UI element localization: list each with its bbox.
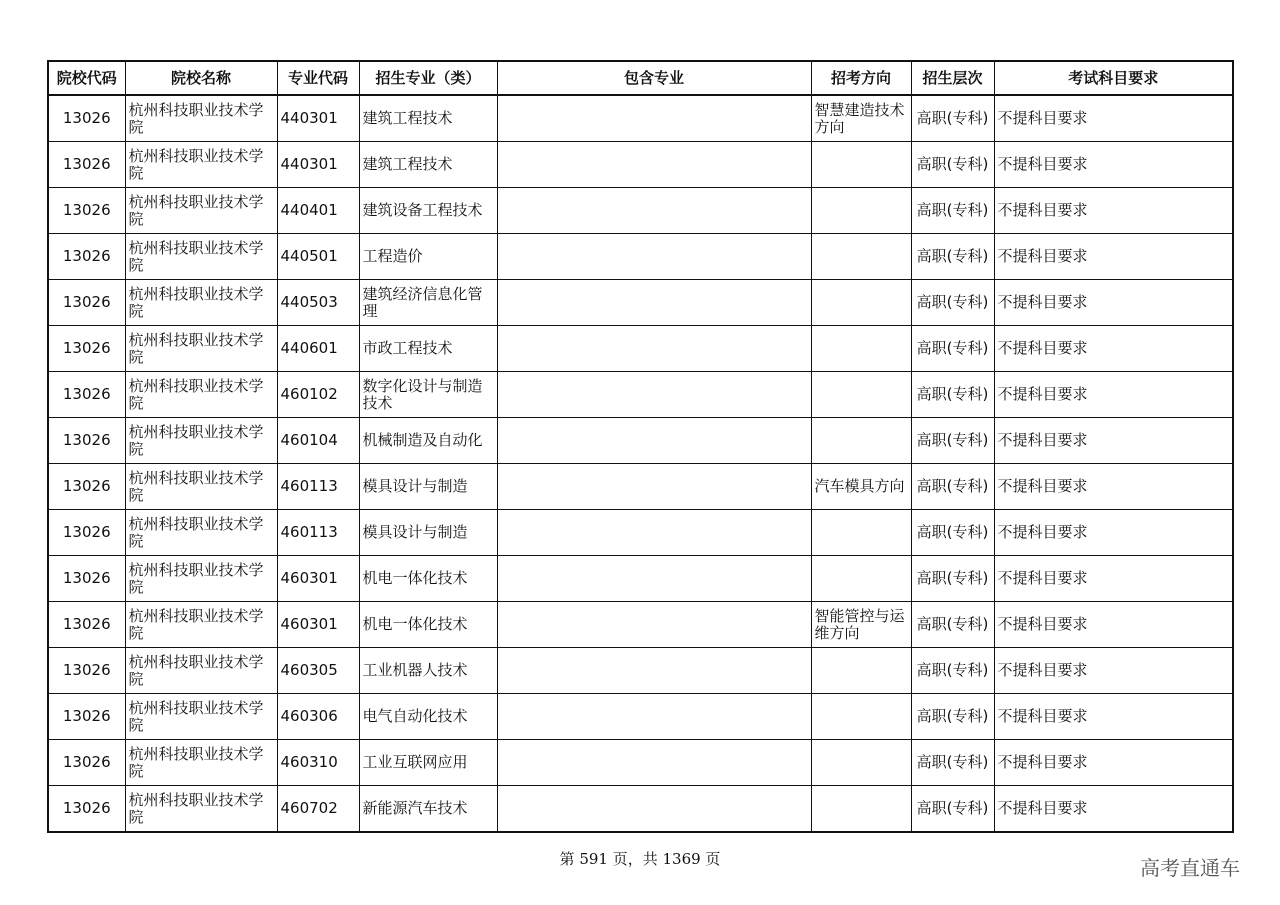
table-row: [48, 142, 1233, 188]
cell-requirement: 不提科目要求: [994, 326, 1233, 372]
cell-school-code: 13026: [48, 418, 125, 464]
header-row: [48, 61, 1233, 95]
header-school-code: 院校代码: [48, 61, 125, 95]
cell-level: 高职(专科): [911, 694, 994, 740]
cell-included-majors: [497, 602, 811, 648]
cell-major: 建筑工程技术: [359, 142, 497, 188]
cell-major-code: 440601: [277, 326, 359, 372]
cell-school-name: 杭州科技职业技术学院: [125, 648, 277, 694]
cell-requirement: 不提科目要求: [994, 418, 1233, 464]
cell-major-code: 460301: [277, 602, 359, 648]
table-row: [48, 188, 1233, 234]
cell-major-code: 460305: [277, 648, 359, 694]
cell-direction: [811, 786, 911, 833]
cell-school-name: 杭州科技职业技术学院: [125, 95, 277, 142]
cell-major: 市政工程技术: [359, 326, 497, 372]
cell-direction: [811, 372, 911, 418]
cell-direction: 智慧建造技术方向: [811, 95, 911, 142]
cell-direction: [811, 740, 911, 786]
cell-school-name: 杭州科技职业技术学院: [125, 510, 277, 556]
cell-school-code: 13026: [48, 740, 125, 786]
cell-school-name: 杭州科技职业技术学院: [125, 786, 277, 833]
cell-direction: [811, 648, 911, 694]
table-row: [48, 694, 1233, 740]
cell-level: 高职(专科): [911, 602, 994, 648]
cell-included-majors: [497, 786, 811, 833]
cell-direction: [811, 188, 911, 234]
cell-school-code: 13026: [48, 648, 125, 694]
cell-requirement: 不提科目要求: [994, 740, 1233, 786]
cell-school-name: 杭州科技职业技术学院: [125, 464, 277, 510]
cell-school-code: 13026: [48, 602, 125, 648]
cell-requirement: 不提科目要求: [994, 648, 1233, 694]
cell-requirement: 不提科目要求: [994, 510, 1233, 556]
cell-major: 建筑经济信息化管理: [359, 280, 497, 326]
watermark-text: 高考直通车: [1140, 856, 1240, 880]
cell-included-majors: [497, 694, 811, 740]
cell-major: 工业机器人技术: [359, 648, 497, 694]
cell-school-name: 杭州科技职业技术学院: [125, 188, 277, 234]
cell-school-code: 13026: [48, 280, 125, 326]
cell-major-code: 440301: [277, 95, 359, 142]
cell-direction: [811, 418, 911, 464]
cell-major: 电气自动化技术: [359, 694, 497, 740]
cell-major: 模具设计与制造: [359, 510, 497, 556]
cell-included-majors: [497, 280, 811, 326]
cell-major: 模具设计与制造: [359, 464, 497, 510]
cell-school-code: 13026: [48, 556, 125, 602]
cell-major-code: 460113: [277, 510, 359, 556]
cell-major: 机电一体化技术: [359, 602, 497, 648]
cell-level: 高职(专科): [911, 188, 994, 234]
cell-major: 建筑设备工程技术: [359, 188, 497, 234]
cell-school-name: 杭州科技职业技术学院: [125, 234, 277, 280]
cell-included-majors: [497, 556, 811, 602]
cell-included-majors: [497, 142, 811, 188]
header-level: 招生层次: [911, 61, 994, 95]
cell-school-name: 杭州科技职业技术学院: [125, 372, 277, 418]
cell-level: 高职(专科): [911, 280, 994, 326]
cell-major: 新能源汽车技术: [359, 786, 497, 833]
table-row: [48, 602, 1233, 648]
cell-requirement: 不提科目要求: [994, 372, 1233, 418]
cell-included-majors: [497, 234, 811, 280]
cell-school-name: 杭州科技职业技术学院: [125, 556, 277, 602]
cell-school-name: 杭州科技职业技术学院: [125, 418, 277, 464]
cell-school-code: 13026: [48, 234, 125, 280]
cell-requirement: 不提科目要求: [994, 280, 1233, 326]
cell-direction: [811, 694, 911, 740]
cell-level: 高职(专科): [911, 464, 994, 510]
cell-major: 机电一体化技术: [359, 556, 497, 602]
cell-level: 高职(专科): [911, 234, 994, 280]
cell-direction: 智能管控与运维方向: [811, 602, 911, 648]
cell-included-majors: [497, 510, 811, 556]
cell-school-code: 13026: [48, 786, 125, 833]
cell-requirement: 不提科目要求: [994, 602, 1233, 648]
cell-level: 高职(专科): [911, 372, 994, 418]
table-row: [48, 740, 1233, 786]
cell-major: 建筑工程技术: [359, 95, 497, 142]
cell-major: 工程造价: [359, 234, 497, 280]
cell-school-name: 杭州科技职业技术学院: [125, 280, 277, 326]
cell-included-majors: [497, 464, 811, 510]
cell-level: 高职(专科): [911, 556, 994, 602]
cell-requirement: 不提科目要求: [994, 188, 1233, 234]
cell-level: 高职(专科): [911, 326, 994, 372]
cell-major: 机械制造及自动化: [359, 418, 497, 464]
cell-direction: [811, 556, 911, 602]
cell-school-code: 13026: [48, 464, 125, 510]
cell-direction: [811, 142, 911, 188]
cell-school-name: 杭州科技职业技术学院: [125, 602, 277, 648]
cell-school-code: 13026: [48, 142, 125, 188]
cell-level: 高职(专科): [911, 142, 994, 188]
table-row: [48, 556, 1233, 602]
cell-requirement: 不提科目要求: [994, 464, 1233, 510]
table-row: [48, 234, 1233, 280]
cell-school-code: 13026: [48, 372, 125, 418]
cell-direction: [811, 510, 911, 556]
cell-major-code: 440503: [277, 280, 359, 326]
table-row: [48, 510, 1233, 556]
cell-major-code: 440401: [277, 188, 359, 234]
cell-level: 高职(专科): [911, 510, 994, 556]
cell-included-majors: [497, 418, 811, 464]
cell-included-majors: [497, 648, 811, 694]
cell-school-name: 杭州科技职业技术学院: [125, 694, 277, 740]
header-major: 招生专业（类）: [359, 61, 497, 95]
cell-major-code: 460102: [277, 372, 359, 418]
header-included-majors: 包含专业: [497, 61, 811, 95]
cell-major-code: 440301: [277, 142, 359, 188]
table-row: [48, 648, 1233, 694]
cell-major-code: 460113: [277, 464, 359, 510]
cell-major-code: 460306: [277, 694, 359, 740]
cell-level: 高职(专科): [911, 786, 994, 833]
cell-major-code: 460702: [277, 786, 359, 833]
cell-major: 数字化设计与制造技术: [359, 372, 497, 418]
cell-level: 高职(专科): [911, 95, 994, 142]
header-school-name: 院校名称: [125, 61, 277, 95]
cell-school-name: 杭州科技职业技术学院: [125, 326, 277, 372]
cell-school-code: 13026: [48, 510, 125, 556]
cell-major: 工业互联网应用: [359, 740, 497, 786]
cell-school-code: 13026: [48, 95, 125, 142]
cell-major-code: 460301: [277, 556, 359, 602]
cell-requirement: 不提科目要求: [994, 786, 1233, 833]
cell-direction: 汽车模具方向: [811, 464, 911, 510]
table-row: [48, 372, 1233, 418]
cell-requirement: 不提科目要求: [994, 234, 1233, 280]
cell-requirement: 不提科目要求: [994, 95, 1233, 142]
cell-included-majors: [497, 188, 811, 234]
cell-direction: [811, 234, 911, 280]
cell-major-code: 440501: [277, 234, 359, 280]
cell-school-name: 杭州科技职业技术学院: [125, 142, 277, 188]
cell-included-majors: [497, 740, 811, 786]
cell-level: 高职(专科): [911, 418, 994, 464]
table-row: [48, 464, 1233, 510]
cell-major-code: 460310: [277, 740, 359, 786]
header-direction: 招考方向: [811, 61, 911, 95]
cell-school-name: 杭州科技职业技术学院: [125, 740, 277, 786]
cell-school-code: 13026: [48, 188, 125, 234]
cell-direction: [811, 326, 911, 372]
cell-major-code: 460104: [277, 418, 359, 464]
cell-direction: [811, 280, 911, 326]
table-row: [48, 786, 1233, 833]
header-major-code: 专业代码: [277, 61, 359, 95]
cell-level: 高职(专科): [911, 740, 994, 786]
cell-requirement: 不提科目要求: [994, 142, 1233, 188]
cell-included-majors: [497, 95, 811, 142]
cell-level: 高职(专科): [911, 648, 994, 694]
cell-included-majors: [497, 326, 811, 372]
header-requirement: 考试科目要求: [994, 61, 1233, 95]
cell-school-code: 13026: [48, 326, 125, 372]
cell-included-majors: [497, 372, 811, 418]
page-number: 第 591 页，共 1369 页: [559, 850, 721, 868]
cell-requirement: 不提科目要求: [994, 694, 1233, 740]
table-row: [48, 280, 1233, 326]
admissions-table: [47, 60, 1234, 833]
cell-school-code: 13026: [48, 694, 125, 740]
table-row: [48, 95, 1233, 142]
cell-requirement: 不提科目要求: [994, 556, 1233, 602]
table-row: [48, 418, 1233, 464]
table-row: [48, 326, 1233, 372]
